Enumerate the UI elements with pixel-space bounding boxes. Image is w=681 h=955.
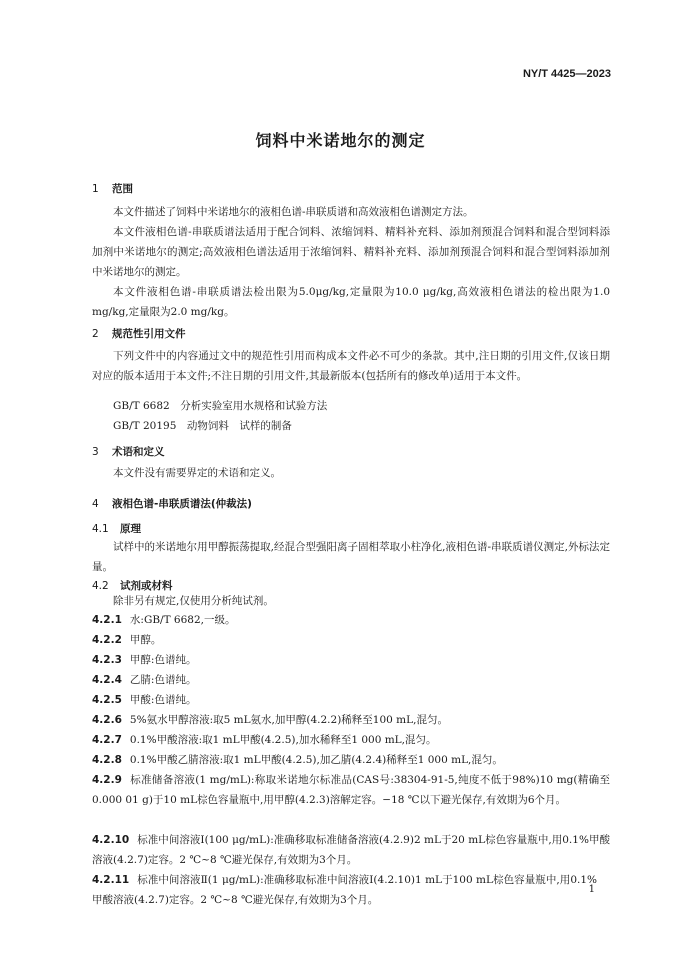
item-4-2-5: 4.2.5 甲酸:色谱纯。 [92, 694, 197, 706]
item-4-2-3: 4.2.3 甲醇:色谱纯。 [92, 654, 197, 666]
item-4-2-7: 4.2.7 0.1%甲酸溶液:取1 mL甲酸(4.2.5),加水稀释至1 000 mL,混匀。 [92, 734, 437, 746]
standard-code: NY/T 4425—2023 [522, 68, 611, 80]
page-number: 1 [588, 884, 595, 895]
section-4-1-heading: 4.1 原理 [92, 523, 141, 535]
section-3-para-1: 本文件没有需要界定的术语和定义。 [113, 467, 281, 479]
section-1-para-1: 本文件描述了饲料中米诺地尔的液相色谱-串联质谱和高效液相色谱测定方法。 [113, 206, 474, 218]
section-2-heading: 2 规范性引用文件 [92, 328, 186, 340]
section-4-2-para: 除非另有规定,仅使用分析纯试剂。 [113, 595, 274, 607]
item-4-2-8: 4.2.8 0.1%甲酸乙腈溶液:取1 mL甲酸(4.2.5),加乙腈(4.2.4)稀释至1 000 mL,混匀。 [92, 754, 503, 766]
section-4-2-heading: 4.2 试剂或材料 [92, 580, 173, 592]
section-1-para-3: 本文件液相色谱-串联质谱法检出限为5.0μg/kg,定量限为10.0 μg/kg,高效液相色谱法的检出限为1.0 mg/kg,定量限为2.0 mg/kg。 [92, 286, 610, 318]
reference-gb6682: GB/T 6682 分析实验室用水规格和试验方法 [113, 400, 328, 412]
item-4-2-11: 4.2.11 标准中间溶液Ⅱ(1 μg/mL):准确移取标准中间溶液Ⅰ(4.2.10)1 mL于100 mL棕色容量瓶中,用0.1%甲酸溶液(4.2.7)定容。2 ℃~8 ℃避光保存,有效期为3个月。 [92, 874, 597, 906]
item-4-2-9: 4.2.9 标准储备溶液(1 mg/mL):称取米诺地尔标准品(CAS号:38304-91-5,纯度不低于98%)10 mg(精确至0.000 01 g)于10 mL棕色容量瓶中,用甲醇(4.2.3)溶解定容。−18 ℃以下避光保存,有效期为6个月。 [92, 774, 610, 806]
item-4-2-6: 4.2.6 5%氨水甲醇溶液:取5 mL氨水,加甲醇(4.2.2)稀释至100 mL,混匀。 [92, 714, 448, 726]
section-4-1-para: 试样中的米诺地尔用甲醇振荡提取,经混合型强阳离子固相萃取小柱净化,液相色谱-串联质谱仪测定,外标法定量。 [92, 541, 610, 573]
item-4-2-10: 4.2.10 标准中间溶液Ⅰ(100 μg/mL):准确移取标准储备溶液(4.2.9)2 mL于20 mL棕色容量瓶中,用0.1%甲酸溶液(4.2.7)定容。2 ℃~8 ℃避光保存,有效期为3个月。 [92, 834, 610, 866]
section-2-para-1: 下列文件中的内容通过文中的规范性引用而构成本文件必不可少的条款。其中,注日期的引用文件,仅该日期对应的版本适用于本文件;不注日期的引用文件,其最新版本(包括所有的修改单)适用于本文件。 [92, 350, 610, 382]
section-4-heading: 4 液相色谱-串联质谱法(仲裁法) [92, 498, 252, 510]
reference-gb20195: GB/T 20195 动物饲料 试样的制备 [113, 420, 292, 432]
section-1-heading: 1 范围 [92, 183, 133, 195]
document-title: 饲料中米诺地尔的测定 [255, 131, 426, 150]
item-4-2-1: 4.2.1 水:GB/T 6682,一级。 [92, 614, 236, 626]
item-4-2-2: 4.2.2 甲醇。 [92, 634, 162, 646]
section-3-heading: 3 术语和定义 [92, 446, 165, 458]
section-1-para-2: 本文件液相色谱-串联质谱法适用于配合饲料、浓缩饲料、精料补充料、添加剂预混合饲料和混合型饲料添加剂中米诺地尔的测定;高效液相色谱法适用于浓缩饲料、精料补充料、添加剂预混合饲料和混合型饲料添加剂中米诺地尔的测定。 [92, 226, 610, 278]
item-4-2-4: 4.2.4 乙腈:色谱纯。 [92, 674, 197, 686]
